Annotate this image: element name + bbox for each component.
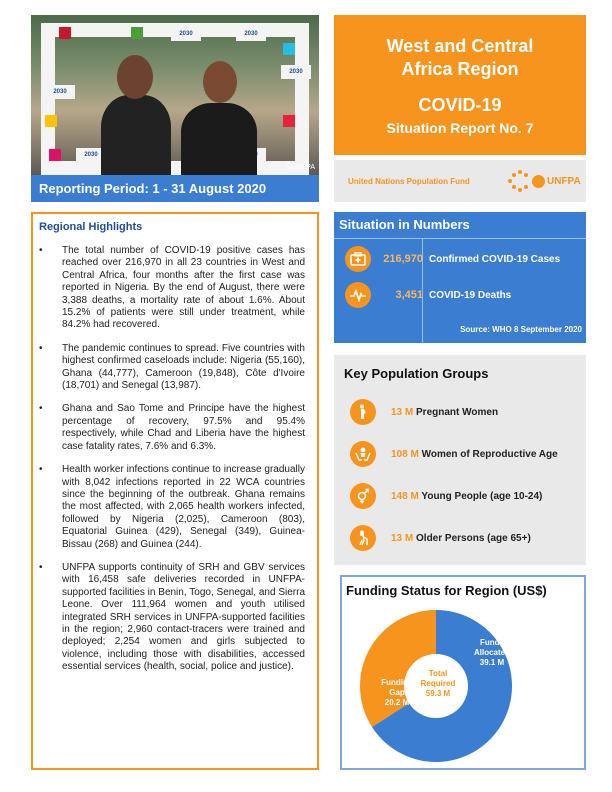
person-left-face [117, 55, 153, 99]
situation-in-numbers [334, 212, 586, 343]
keypop-row [350, 441, 558, 467]
highlights-heading: Regional Highlights [39, 221, 143, 233]
organization-strip [334, 160, 586, 202]
group-value: 108 M [391, 448, 419, 460]
highlight-item: • Health worker infections continue to increase gradually with 8,042 infections reported in 22 WCA countries since the beginning of the outbreak. Ghana remains the most affected, with 2,065 health workers infected, followed by Nigeria (2,025), Cameroon (803), Equatorial Guinea (429), Senegal (349), Guinea-Bissau (268) and Guinea (244). [39, 464, 305, 550]
sdg-logo: 2030 [171, 27, 201, 41]
region-title: West and Central Africa Region [386, 36, 534, 79]
sdg-tile [45, 115, 57, 127]
allocated-value: 39.1 M [479, 658, 505, 667]
allocated-label: Funds [480, 638, 504, 647]
gap-label: Gap [389, 688, 405, 697]
medical-kit-icon [345, 246, 371, 272]
person-right-face [203, 61, 237, 103]
regional-highlights [31, 212, 319, 770]
keypop-row [350, 525, 531, 551]
key-population-groups [334, 355, 586, 565]
unfpa-wordmark: UNFPA [547, 175, 581, 187]
total-value: 59.3 M [425, 689, 451, 698]
unfpa-logo [508, 170, 581, 192]
sdg-logo: 2030 [236, 27, 266, 41]
older-person-icon [350, 525, 376, 551]
sdg-tile [283, 43, 295, 55]
report-number: Situation Report No. 7 [386, 120, 534, 136]
group-label: Pregnant Women [416, 406, 499, 418]
group-label: Young People (age 10-24) [421, 490, 543, 502]
keypop-row [350, 483, 542, 509]
cases-value: 216,970 [383, 253, 423, 265]
group-value: 13 M [391, 532, 414, 544]
highlight-item: • Ghana and Sao Tome and Principe have the highest percentage of recovery, 97.5% and 95.4% respectively, while Chad and Liberia have the highest case fatality rates, 7.6% and 6.3%. [39, 403, 305, 452]
photo-credit: ©UNFPA [286, 164, 315, 171]
sdg-tile [49, 149, 61, 161]
title-box [334, 15, 586, 155]
group-label: Older Persons (age 65+) [416, 532, 531, 544]
gap-label: Funding [381, 678, 413, 687]
globe-icon [532, 175, 545, 188]
keypop-row [350, 399, 498, 425]
group-value: 148 M [391, 490, 419, 502]
funding-donut-chart [342, 577, 588, 772]
cover-photo [31, 15, 319, 175]
total-label: Total [428, 669, 448, 678]
gap-value: 20.2 M [384, 698, 410, 707]
highlight-item: • UNFPA supports continuity of SRH and GBV services with 16,458 safe deliveries recorded in UNFPA-supported facilities in Benin, Togo, Senegal, and Sierra Leone. Over 111,964 women and youth utilised integrated SRH services in UNFPA-supported facilities in the region; 2,960 contact-tracers were trained and deployed; 2,254 women and girls subjected to violence, including those with disabilities, accessed essential services (health, social, police and justice). [39, 561, 305, 673]
sdg-logo: 2030 [281, 65, 311, 79]
deaths-row [334, 282, 586, 308]
covid-title: COVID-19 [418, 95, 502, 115]
women-hands-icon [350, 441, 376, 467]
sdg-logo: 2030 [45, 85, 75, 99]
fund-name: United Nations Population Fund [348, 176, 470, 186]
person-left [101, 95, 171, 175]
reporting-period: Reporting Period: 1 - 31 August 2020 [31, 175, 319, 202]
dots-icon [508, 170, 530, 192]
cases-label: Confirmed COVID-19 Cases [429, 253, 561, 265]
situation-source: Source: WHO 8 September 2020 [460, 325, 582, 334]
highlights-list [33, 245, 317, 674]
keypop-heading: Key Population Groups [344, 366, 489, 381]
funding-heading: Funding Status for Region (US$) [346, 583, 547, 598]
deaths-label: COVID-19 Deaths [429, 289, 512, 301]
funding-status [340, 575, 586, 770]
highlight-item: • The pandemic continues to spread. Five countries with highest confirmed caseloads include: Nigeria (55,160), Ghana (44,777), Cameroon (19,848), Côte d'Ivoire (18,701) and Senegal (13,987). [39, 342, 305, 392]
person-right [181, 103, 257, 175]
total-label: Required [420, 679, 456, 688]
pregnant-woman-icon [350, 399, 376, 425]
situation-heading: Situation in Numbers [339, 217, 470, 232]
deaths-value: 3,451 [395, 289, 423, 301]
gender-symbol-icon [350, 483, 376, 509]
heartbeat-icon [345, 282, 371, 308]
sdg-logo: 2030 [76, 148, 106, 162]
cases-row [334, 246, 586, 272]
sdg-tile [59, 27, 71, 39]
sdg-tile [283, 115, 295, 127]
allocated-label: Allocated [473, 648, 511, 657]
group-value: 13 M [391, 406, 414, 418]
sdg-tile [131, 27, 143, 39]
group-label: Women of Reproductive Age [421, 448, 558, 460]
highlight-item: • The total number of COVID-19 positive cases has reached over 216,970 in all 23 countries in West and Central Africa, four months after the first case was reported in Nigeria. By the end of August, there were 3,388 deaths, a mortality rate of about 1.6%. About 15.2% of patients were still under treatment, while 84.2% had recovered. [39, 245, 305, 331]
